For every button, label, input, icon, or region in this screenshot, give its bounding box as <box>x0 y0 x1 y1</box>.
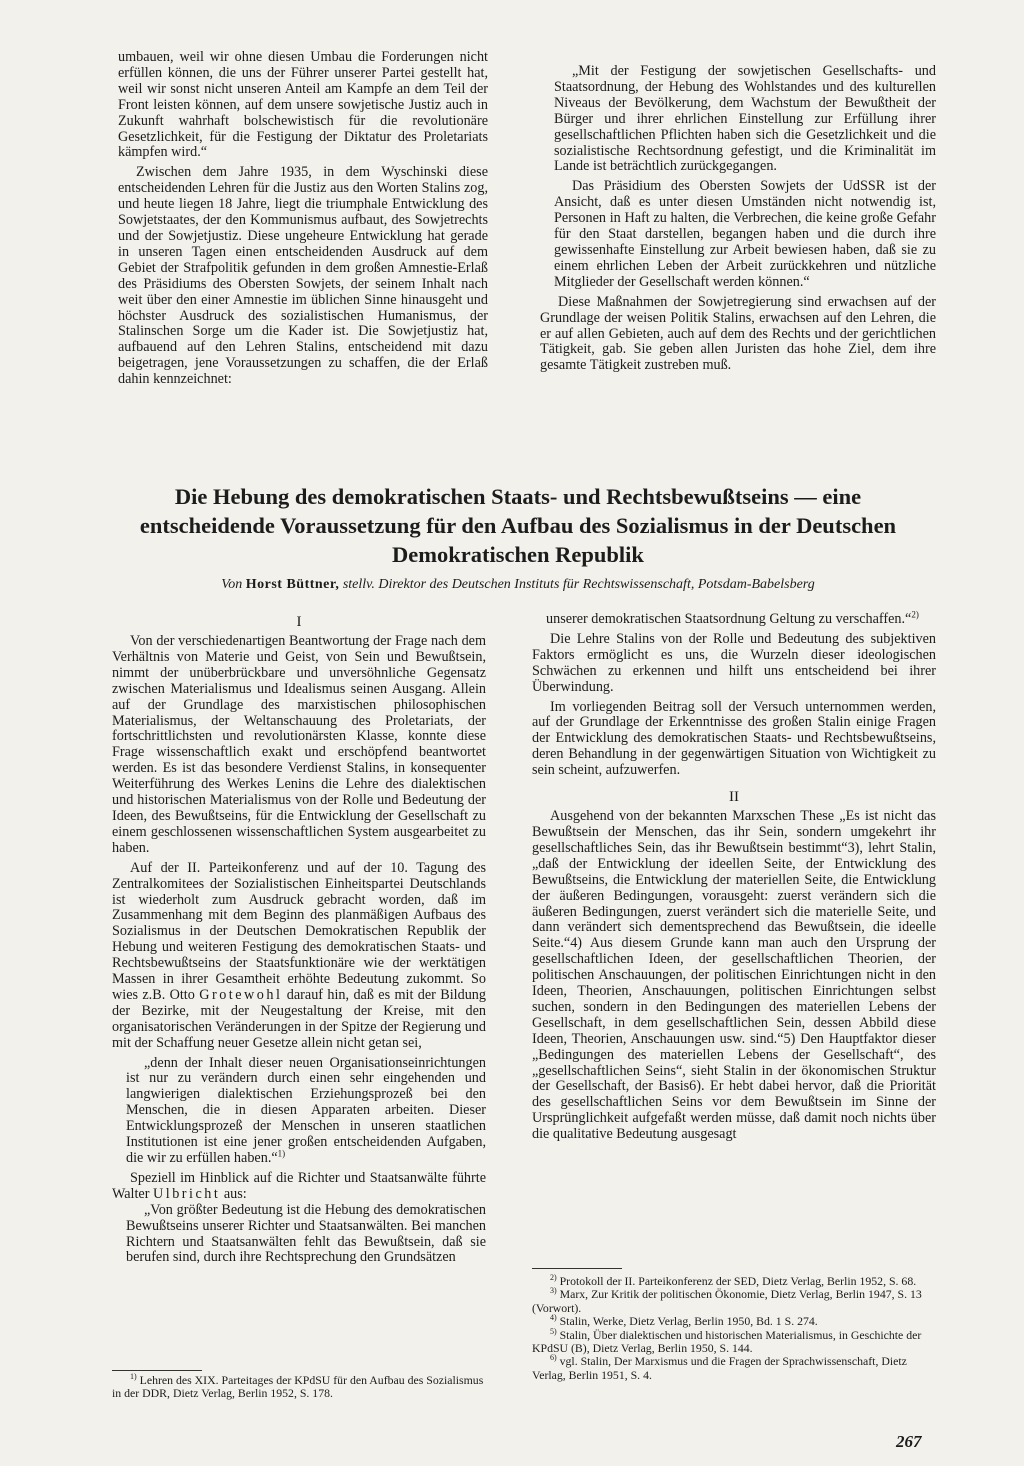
footnote-divider <box>532 1268 622 1269</box>
byline-prefix: Von <box>221 577 243 592</box>
footnotes-left <box>112 1374 486 1401</box>
quote: „Mit der Festigung der sowjetischen Gesellschafts- und Staatsordnung, der Hebung des Wohlstandes und des kulturellen Niveaus der Bevölkerung, dem Wachstum der Bewußtheit der Bürger und ihrer ehrlichen Einstellung zur Erfüllung ihrer gesellschaftlichen Pflichten haben sich die Gesetzlichkeit und die sozialistische Rechtsordnung gefestigt, und die Kriminalität im Lande ist beträchtlich zurückgegangen. <box>554 63 936 175</box>
footnote-ref: 1) <box>277 1148 286 1159</box>
paragraph: Von der verschiedenartigen Beantwortung der Frage nach dem Verhältnis von Materie und Geist, von Sein und Bewußtsein, nimmt der unüberbrückbare und unversöhnliche Gegensatz zwischen Materialismus und Idealismus seinen Ausgang. Allein auf der Grundlage des marxistischen philosophischen Materialismus, der Weltanschauung des Proletariats, der fortschrittlichsten und revolutionärsten Klasse, konnte diese Frage wissenschaftlich exakt und erschöpfend beantwortet werden. Es ist das besondere Verdienst Stalins, in konsequenter Weiterführung des Werkes Lenins die Lehre des dialektischen und historischen Materialismus von der Rolle und Bedeutung der Ideen, des Bewußtseins, für die Entwicklung der Gesellschaft zu einem geschlossenen wissenschaftlichen System ausgearbeitet zu haben. <box>112 633 486 856</box>
byline <box>108 577 928 593</box>
footnote: $^{2)}$ Protokoll der II. Parteikonferenz der SED, Dietz Verlag, Berlin 1952, S. 68. <box>550 1273 917 1288</box>
page-number: 267 <box>896 1432 922 1451</box>
person-name: Ulbricht <box>153 1185 221 1202</box>
quote: Das Präsidium des Obersten Sowjets der UdSSR ist der Ansicht, daß es unter diesen Umständen nicht notwendig ist, Personen in Haft zu halten, die Verbrechen, die keine große Gefahr für den Staat darstellen, begangen haben und die durch ihre gewissenhafte Einstellung zur Arbeit bewiesen haben, daß sie zu einem ehrlichen Leben der Arbeit zurückkehren und nützliche Mitglieder der Gesellschaft werden können.“ <box>554 178 936 290</box>
paragraph: Zwischen dem Jahre 1935, in dem Wyschinski diese entscheidenden Lehren für die Justiz aus den Worten Stalins zog, und heute liegen 18 Jahre, liegt die triumphale Entwicklung des Sowjetstaates, der den Kommunismus aufbaut, des Sowjetrechts und der Sowjetjustiz. Diese ungeheure Entwicklung hat gerade in unseren Tagen einen entscheidenden Ausdruck auf dem Gebiet der Strafpolitik gefunden in dem großen Amnestie-Erlaß des Präsidiums des Obersten Sowjets, der seinem Inhalt nach weit über den einer Amnestie im üblichen Sinne hinausgeht und höchster Ausdruck des sozialistischen Humanismus, der Stalinschen Sorge um die Kader ist. Die Sowjetjustiz hat, aufbauend auf den Lehren Stalins, entscheidend mit dazu beigetragen, jene Voraussetzungen zu schaffen, die der Erlaß dahin kennzeichnet: <box>118 164 488 388</box>
footnote: $^{6)}$ vgl. Stalin, Der Marxismus und die Fragen der Sprachwissenschaft, Dietz Verlag, Berlin 1951, S. 4. <box>532 1353 907 1382</box>
top-right-column <box>540 64 936 374</box>
quote: „Von größter Bedeutung ist die Hebung des demokratischen Bewußtseins unserer Richter und Staatsanwälten. Bei manchen Richtern und Staatsanwälten fehlt das Bewußtsein, daß sie berufen sind, durch ihre Rechtsprechung den Grundsätzen <box>126 1201 486 1266</box>
article-title: Die Hebung des demokratischen Staats- und Rechtsbewußtseins — eine entscheidende Voraussetzung für den Aufbau des Sozialismus in der Deutschen Demokratischen Republik <box>139 484 897 567</box>
quote: „denn der Inhalt dieser neuen Organisationseinrichtungen ist nur zu verändern durch einen sehr eingehenden und langwierigen dialektischen Erziehungsprozeß bei den Menschen, die in diesen Apparaten arbeiten. Dieser Entwicklungsprozeß der Menschen in unseren staatlichen Institutionen ist eine jener großen entscheidenden Aufgaben, die wir zu erfüllen haben.“$^{1)}$ <box>126 1054 486 1166</box>
person-name: Grotewohl <box>199 986 283 1003</box>
footnote: $^{4)}$ Stalin, Werke, Dietz Verlag, Berlin 1950, Bd. 1 S. 274. <box>550 1313 818 1329</box>
author-affiliation: stellv. Direktor des Deutschen Instituts für Rechtswissenschaft, Potsdam-Babelsberg <box>342 577 815 592</box>
footnote-ref: 2) <box>911 609 919 620</box>
paragraph: umbauen, weil wir ohne diesen Umbau die Forderungen nicht erfüllen können, die uns der Führer unserer Partei gestellt hat, weil wir sonst nicht unseren Anteil am Kampfe an dem Teil der Front leisten können, auf dem unsere sowjetische Justiz auch in Zukunft wahrhaft bolschewistisch für die revolutionäre Gesetzlichkeit, für die Festigung der Diktatur des Proletariats kämpfen wird.“ <box>118 49 488 161</box>
author-name: Horst Büttner, <box>245 577 340 592</box>
top-left-column <box>118 50 488 388</box>
section-heading: I <box>296 614 302 630</box>
left-column <box>112 608 486 1266</box>
paragraph: Im vorliegenden Beitrag soll der Versuch unternommen werden, auf der Grundlage der Erkenntnisse des großen Stalin einige Fragen der Entwicklung des demokratischen Staats- und Rechtsbewußtseins, deren Behandlung in der gegenwärtigen Situation von Wichtigkeit zu sein scheint, aufzuwerfen. <box>532 698 936 779</box>
footnotes-right <box>532 1275 936 1382</box>
right-column <box>532 609 936 1143</box>
section-heading: II <box>729 789 739 806</box>
quote: unserer demokratischen Staatsordnung Geltung zu verschaffen.“$^{2)}$ <box>546 609 919 627</box>
footnote: $^{1)}$ Lehren des XIX. Parteitages der KPdSU für den Aufbau des Sozialismus in der DDR, Dietz Verlag, Berlin 1952, S. 178. <box>112 1372 484 1401</box>
footnote-divider <box>112 1370 202 1371</box>
footnote: $^{3)}$ Marx, Zur Kritik der politischen Ökonomie, Dietz Verlag, Berlin 1947, S. 13 (Vorwort). <box>532 1286 922 1315</box>
paragraph: Speziell im Hinblick auf die Richter und Staatsanwälte führte Walter Ulbricht aus: <box>112 1169 486 1202</box>
paragraph: Die Lehre Stalins von der Rolle und Bedeutung des subjektiven Faktors ermöglicht es uns, die Wurzeln dieser ideologischen Schwächen zu erkennen und hilft uns entscheidend bei ihrer Überwindung. <box>532 630 936 695</box>
paragraph: Auf der II. Parteikonferenz und auf der 10. Tagung des Zentralkomitees der Sozialistischen Einheitspartei Deutschlands ist wiederholt zum Ausdruck gebracht worden, daß im Zusammenhang mit dem Beginn des planmäßigen Aufbaus des Sozialismus in der Deutschen Demokratischen Republik der Hebung und weiteren Festigung des demokratischen Staats- und Rechtsbewußtseins der Staatsfunktionäre wie der werktätigen Massen in ihrer Gesamtheit erhöhte Bedeutung zukommt. So wies z.B. Otto Grotewohl darauf hin, daß es mit der Bildung der Bezirke, mit der Neugestaltung der Kreise, mit den organisatorischen Veränderungen in der Spitze der Regierung und mit der Schaffung neuer Gesetze allein nicht getan sei, <box>112 859 486 1051</box>
footnote: $^{5)}$ Stalin, Über dialektischen und historischen Materialismus, in Geschichte der KPdSU (B), Dietz Verlag, Berlin 1950, S. 144. <box>532 1326 922 1356</box>
paragraph: Diese Maßnahmen der Sowjetregierung sind erwachsen auf der Grundlage der weisen Politik Stalins, erwachsen auf den Lehren, die er auf allen Gebieten, auch auf dem des Rechts und der gerichtlichen Tätigkeit, gab. Sie geben allen Juristen das hohe Ziel, dem ihre gesamte Tätigkeit zustreben muß. <box>540 293 936 374</box>
paragraph: Ausgehend von der bekannten Marxschen These „Es ist nicht das Bewußtsein der Menschen, das ihr Sein, sondern umgekehrt ihr gesellschaftliches Sein, das ihr Bewußtsein bestimmt“3), lehrt Stalin, „daß der Entwicklung der ideellen Seite, der Entwicklung des Bewußtseins, die Entwicklung der materiellen Seite, die Entwicklung der äußeren Bedingungen, vorausgeht: zuerst verändern sich die äußeren Bedingungen, zuerst verändert sich die materielle Seite, und dann verändert sich dementsprechend das Bewußtsein, die ideelle Seite.“4) Aus diesem Grunde kann man auch den Ursprung der gesellschaftlichen Ideen, der gesellschaftlichen Theorien, der politischen Anschauungen, der politischen Einrichtungen nicht in den Ideen, Theorien, Anschauungen, politischen Einrichtungen selbst suchen, sondern in den Bedingungen des materiellen Lebens der Gesellschaft, in dem gesellschaftlichen Sein, dessen Abbild diese Ideen, Theorien, Anschauungen usw. sind.“5) Den Hauptfaktor dieser „Bedingungen des materiellen Lebens der Gesellschaft“, des „gesellschaftlichen Seins“, sieht Stalin in der ökonomischen Struktur der Gesellschaft, der Basis6). Er hebt dabei hervor, daß die Priorität des gesellschaftlichen Seins vor dem Bewußtsein im Sinne der Ursprünglichkeit aufgefaßt werden müsse, daß damit noch nichts über die qualitative Bedeutung ausgesagt <box>532 808 936 1143</box>
